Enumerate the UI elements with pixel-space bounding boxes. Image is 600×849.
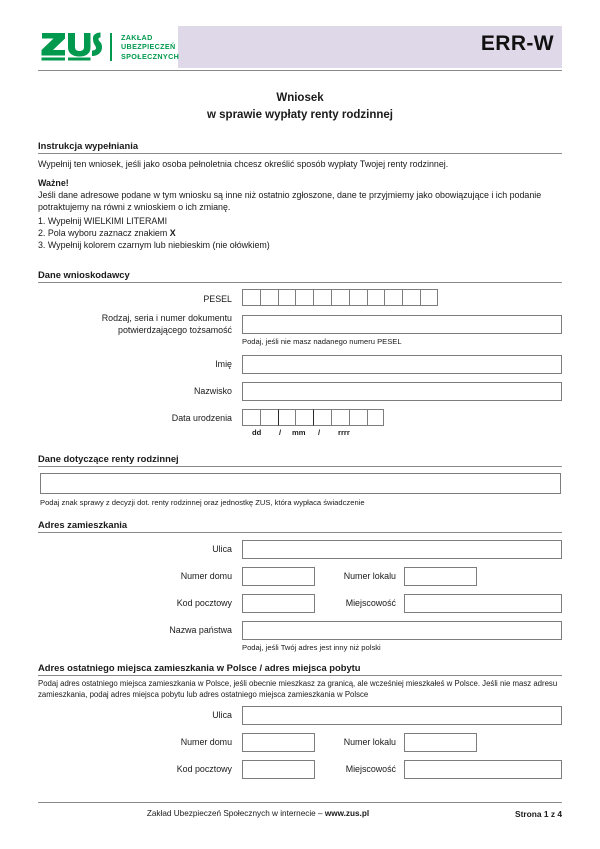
logo-word-1: ZAKŁAD	[121, 33, 153, 43]
birth-date-cell-m2[interactable]	[295, 409, 313, 426]
zus-logo-icon	[40, 30, 102, 64]
last-address-flat-input[interactable]	[404, 733, 477, 752]
pesel-cell[interactable]	[242, 289, 260, 306]
instructions-step-1: 1. Wypełnij WIELKIMI LITERAMI	[38, 216, 168, 226]
last-address-house-input[interactable]	[242, 733, 315, 752]
step-2-prefix: 2. Pola wyboru zaznacz znakiem	[38, 228, 170, 238]
title-line-1: Wniosek	[276, 92, 324, 104]
section-last-address-header	[38, 662, 562, 676]
zus-logo-wordmark	[121, 33, 179, 61]
section-rule	[38, 153, 562, 154]
birth-date-cell-d1[interactable]	[242, 409, 260, 426]
last-address-flat-label: Numer lokalu	[343, 737, 396, 747]
pesel-input[interactable]	[242, 289, 438, 306]
section-pension-header	[38, 453, 562, 467]
birth-date-cell-y2[interactable]	[331, 409, 349, 426]
last-address-house-label: Numer domu	[180, 737, 232, 747]
residence-postcode-label: Kod pocztowy	[176, 598, 232, 608]
footer-text	[38, 809, 478, 818]
instructions-intro: Wypełnij ten wniosek, jeśli jako osoba pełnoletnia chcesz określić sposób wypłaty Twojej renty rodzinnej.	[38, 159, 449, 169]
pension-case-hint: Podaj znak sprawy z decyzji dot. renty rodzinnej oraz jednostkę ZUS, która wypłaca świadczenie	[40, 498, 365, 507]
page-number: Strona 1 z 4	[514, 809, 562, 819]
identity-document-hint: Podaj, jeśli nie masz nadanego numeru PESEL	[242, 337, 402, 346]
pesel-cell[interactable]	[367, 289, 385, 306]
page-header	[38, 26, 562, 68]
section-applicant-header	[38, 269, 562, 283]
identity-document-label-line-1: Rodzaj, seria i numer dokumentu	[101, 313, 232, 323]
last-address-postcode-input[interactable]	[242, 760, 315, 779]
section-rule	[38, 282, 562, 283]
residence-house-input[interactable]	[242, 567, 315, 586]
residence-street-input[interactable]	[242, 540, 562, 559]
footer-url: www.zus.pl	[324, 809, 370, 818]
header-divider	[38, 70, 562, 71]
residence-city-input[interactable]	[404, 594, 562, 613]
birth-date-cell-y1[interactable]	[313, 409, 331, 426]
date-legend-mm: mm	[292, 428, 306, 437]
last-address-city-input[interactable]	[404, 760, 562, 779]
section-residence-title: Adres zamieszkania	[38, 519, 128, 530]
section-rule	[38, 532, 562, 533]
pesel-cell[interactable]	[402, 289, 420, 306]
instructions-important-text: Jeśli dane adresowe podane w tym wniosku są inne niż ostatnio zgłoszone, dane te przyjmiemy jako obowiązujące i ich podanie potraktujemy na równi z wnioskiem o ich zmianę.	[38, 190, 542, 213]
section-residence-header	[38, 519, 562, 533]
section-pension-title: Dane dotyczące renty rodzinnej	[38, 453, 179, 464]
last-name-input[interactable]	[242, 382, 562, 401]
birth-date-input[interactable]	[242, 409, 384, 426]
section-last-address-title: Adres ostatniego miejsca zamieszkania w Polsce / adres miejsca pobytu	[38, 662, 361, 673]
birth-date-cell-d2[interactable]	[260, 409, 278, 426]
identity-document-input[interactable]	[242, 315, 562, 334]
date-legend-slash-2: /	[318, 428, 321, 437]
residence-country-label: Nazwa państwa	[169, 625, 232, 635]
logo-divider	[110, 33, 112, 61]
residence-postcode-input[interactable]	[242, 594, 315, 613]
pesel-cell[interactable]	[331, 289, 349, 306]
first-name-input[interactable]	[242, 355, 562, 374]
pesel-cell[interactable]	[349, 289, 367, 306]
residence-street-label: Ulica	[212, 544, 232, 554]
pesel-cell[interactable]	[260, 289, 278, 306]
residence-country-input[interactable]	[242, 621, 562, 640]
footer-text-prefix: Zakład Ubezpieczeń Społecznych w internecie –	[146, 809, 325, 818]
logo-word-3: SPOŁECZNYCH	[121, 51, 180, 61]
footer-divider	[38, 802, 562, 803]
pesel-cell[interactable]	[278, 289, 296, 306]
birth-date-cell-y3[interactable]	[349, 409, 367, 426]
date-legend-dd: dd	[252, 428, 262, 437]
last-address-city-label: Miejscowość	[345, 764, 396, 774]
section-applicant-title: Dane wnioskodawcy	[38, 269, 130, 280]
pesel-cell[interactable]	[420, 289, 438, 306]
first-name-label: Imię	[215, 359, 232, 369]
last-address-street-label: Ulica	[212, 710, 232, 720]
section-rule	[38, 466, 562, 467]
section-instructions-title: Instrukcja wypełniania	[38, 140, 139, 151]
instructions-step-2	[38, 227, 562, 239]
pesel-label: PESEL	[203, 294, 232, 304]
page-title	[38, 90, 562, 124]
form-code: ERR-W	[480, 32, 554, 55]
date-legend-rrrr: rrrr	[338, 428, 350, 437]
residence-country-hint: Podaj, jeśli Twój adres jest inny niż polski	[242, 643, 381, 652]
identity-document-label-line-2: potwierdzającego tożsamość	[118, 324, 232, 335]
section-rule	[38, 675, 562, 676]
pesel-cell[interactable]	[295, 289, 313, 306]
last-name-label: Nazwisko	[194, 386, 232, 396]
residence-city-label: Miejscowość	[345, 598, 396, 608]
title-line-2: w sprawie wypłaty renty rodzinnej	[207, 109, 393, 121]
birth-date-cell-m1[interactable]	[278, 409, 296, 426]
last-address-postcode-label: Kod pocztowy	[176, 764, 232, 774]
identity-document-label	[70, 313, 232, 336]
instructions-important-label: Ważne!	[38, 178, 69, 188]
zus-logo	[40, 28, 179, 66]
section-instructions-header	[38, 140, 562, 154]
pesel-cell[interactable]	[313, 289, 331, 306]
date-legend-slash-1: /	[279, 428, 282, 437]
residence-flat-label: Numer lokalu	[343, 571, 396, 581]
residence-flat-input[interactable]	[404, 567, 477, 586]
logo-word-2: UBEZPIECZEŃ	[121, 42, 176, 52]
residence-house-label: Numer domu	[180, 571, 232, 581]
birth-date-cell-y4[interactable]	[367, 409, 385, 426]
last-address-note: Podaj adres ostatniego miejsca zamieszkania w Polsce, jeśli obecnie mieszkasz za granicą, ale wcześniej mieszkałeś w Polsce. Jeśli nie masz adresu zamieszkania, podaj adres miejsca pobytu lub adres ostatniego miejsca zamieszkania w Polsce	[38, 679, 558, 699]
instructions-step-3: 3. Wypełnij kolorem czarnym lub niebieskim (nie ołówkiem)	[38, 240, 270, 250]
pension-case-input[interactable]	[40, 473, 561, 494]
last-address-street-input[interactable]	[242, 706, 562, 725]
pesel-cell[interactable]	[384, 289, 402, 306]
step-2-mark: X	[169, 228, 176, 238]
birth-date-label: Data urodzenia	[171, 413, 232, 423]
